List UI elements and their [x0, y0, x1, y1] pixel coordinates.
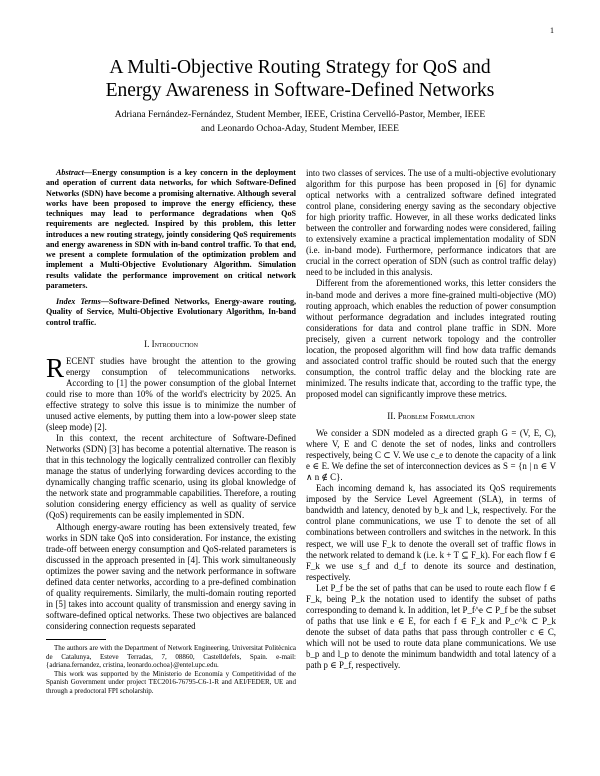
- page-number: 1: [550, 26, 554, 35]
- title-line-2: Energy Awareness in Software-Defined Networks: [105, 80, 495, 101]
- left-column: [46, 168, 296, 696]
- authors-line-2: and Leonardo Ochoa-Aday, Student Member, IEEE: [201, 123, 399, 134]
- intro-paragraph-5: Different from the aforementioned works, this letter considers the in-band mode and derives a more fine-grained multi-objective (MO) routing approach, which enables the reduction of power consumption without performance degradation and includes integrated routing considerations for data and control plane traffic in SDN. More precisely, given a current network topology and the controller location, the proposed algorithm will find how data traffic demands and associated control traffic should be routed such that the energy consumption, the control traffic delay and the blocking rate are minimized. The results indicate that, according to the traffic type, the proposed model can significantly improve these metrics.: [306, 278, 556, 399]
- intro-paragraph-4: into two classes of services. The use of a multi-objective evolutionary algorithm for this purpose has been proposed in [6] for dynamic optical networks with a centralized software defined integrated control plane, considering energy saving as the secondary objective for high priority traffic. However, in all these works dedicated links between the controller and forwarding nodes were considered, failing to extensively examine a practical implementation modality of SDN (i.e. in-band mode). Furthermore, performance indicators that are crucial in the correct operation of SDN (such as control traffic delay) need to be included in this analysis.: [306, 168, 556, 278]
- index-terms-text: —Software-Defined Networks, Energy-aware routing, Quality of Service, Multi-Objective Evolutionary Algorithm, In-band control traffic.: [46, 297, 297, 327]
- section-heading-problem-formulation: II. Problem Formulation: [387, 410, 475, 421]
- author-list: [60, 108, 540, 136]
- abstract-text: —Energy consumption is a key concern in the deployment and operation of current data networks, for which Software-Defined Networks (SDN) have become a promising alternative. Although several works have been proposed to improve the energy efficiency, these techniques may lead to performance degradations when QoS requirements are neglected. Inspired by this problem, this letter introduces a new routing strategy, jointly considering QoS requirements and energy awareness in SDN with in-band control traffic. To that end, we present a complete formulation of the optimization problem and implement a Multi-Objective Evolutionary Algorithm. Simulation results validate the performance improvement on critical network parameters.: [46, 168, 296, 290]
- section-heading-introduction: I. Introduction: [144, 338, 198, 349]
- drop-cap: R: [46, 352, 65, 383]
- paper-title: [60, 56, 540, 102]
- index-terms-label: Index Terms: [56, 297, 101, 306]
- footnote-funding: This work was supported by the Ministerio de Economía y Competitividad of the Spanish Government under project TEC2016-76795-C6-1-R and AEI/FEDER, UE and through a predoctoral FPI scholarship.: [46, 669, 296, 695]
- intro-paragraph-1: [46, 352, 296, 433]
- intro-paragraph-2: In this context, the recent architecture of Software-Defined Networks (SDN) [3] has become a potential alternative. The reason is that in this technology the logically centralized controller can flexibly manage the status of underlying forwarding devices according to the dynamically changing traffic scenario, using its global knowledge of the network state and programmable capabilities. Therefore, a routing solution considering energy efficiency as well as quality of service (QoS) requirements can be easily implemented in SDN.: [46, 433, 296, 521]
- formulation-paragraph-1: We consider a SDN modeled as a directed graph G = (V, E, C), where V, E and C denote the set of nodes, links and controllers respectively, being C ⊂ V. We use c_e to denote the capacity of a link e ∈ E. We define the set of interconnection devices as S = {n | n ∈ V ∧ n ∉ C}.: [306, 428, 556, 483]
- footnote-rule: [46, 639, 106, 640]
- title-line-1: A Multi-Objective Routing Strategy for QoS and: [109, 57, 491, 78]
- intro-paragraph-3: Although energy-aware routing has been extensively treated, few works in SDN take QoS into consideration. For instance, the existing trade-off between energy consumption and QoS-related parameters is discussed in the approach presented in [4]. This work simultaneously optimizes the power saving and the network performance in software defined data center networks, according to a pre-defined combination of quality requirements. Similarly, the multi-domain routing reported in [5] takes into account quality of transmission and energy saving in software-defined optical networks. These two objectives are balanced considering connection requests separated: [46, 521, 296, 631]
- formulation-paragraph-2: Each incoming demand k, has associated its QoS requirements imposed by the Service Level Agreement (SLA), in terms of bandwidth and latency, denoted by b_k and l_k, respectively. For the control plane communications, we use T to denote the set of all combinations between controllers and switches in the network. In this respect, we will use F_k to denote the overall set of traffic flows in the network related to demand k (i.e. k + T ⊆ F_k). For each flow f ∈ F_k we use s_f and d_f to denote its source and destination, respectively.: [306, 483, 556, 582]
- index-terms: [46, 297, 296, 328]
- abstract-label: Abstract: [56, 168, 84, 177]
- formulation-paragraph-3: Let P_f be the set of paths that can be used to route each flow f ∈ F_k, being P_k the notation used to identify the subset of paths corresponding to demand k. In addition, let P_f^e ⊂ P_f be the subset of paths that use link e ∈ E, for each f ∈ F_k and P_c^k ⊂ P_k denote the subset of data paths that pass through controller c ∈ C, which will not be used to route data plane communications. We use b_p and l_p to denote the minimum bandwidth and total latency of a path p ∈ P_f, respectively.: [306, 582, 556, 671]
- right-column: [306, 168, 556, 671]
- intro-paragraph-1-text: ECENT studies have brought the attention to the growing energy consumption of telecommunications networks. According to [1] the power consumption of the global Internet could rise to more than 10% of the world's electricity by 2025. An effective strategy to solve this issue is to minimize the number of unused active elements, by putting them into a low-power sleep state (sleep mode) [2].: [46, 355, 296, 433]
- footnote-affiliation: The authors are with the Department of Network Engineering, Universitat Politècnica de Catalunya, Esteve Terradas, 7, 08860, Castelldefels, Spain. e-mail: {adriana.fernandez, cristina, leonardo.ochoa}@entel.upc.edu.: [46, 643, 296, 670]
- authors-line-1: Adriana Fernández-Fernández, Student Member, IEEE, Cristina Cervelló-Pastor, Member, IEEE: [114, 109, 486, 120]
- footnotes: [46, 644, 296, 696]
- abstract: [46, 168, 296, 291]
